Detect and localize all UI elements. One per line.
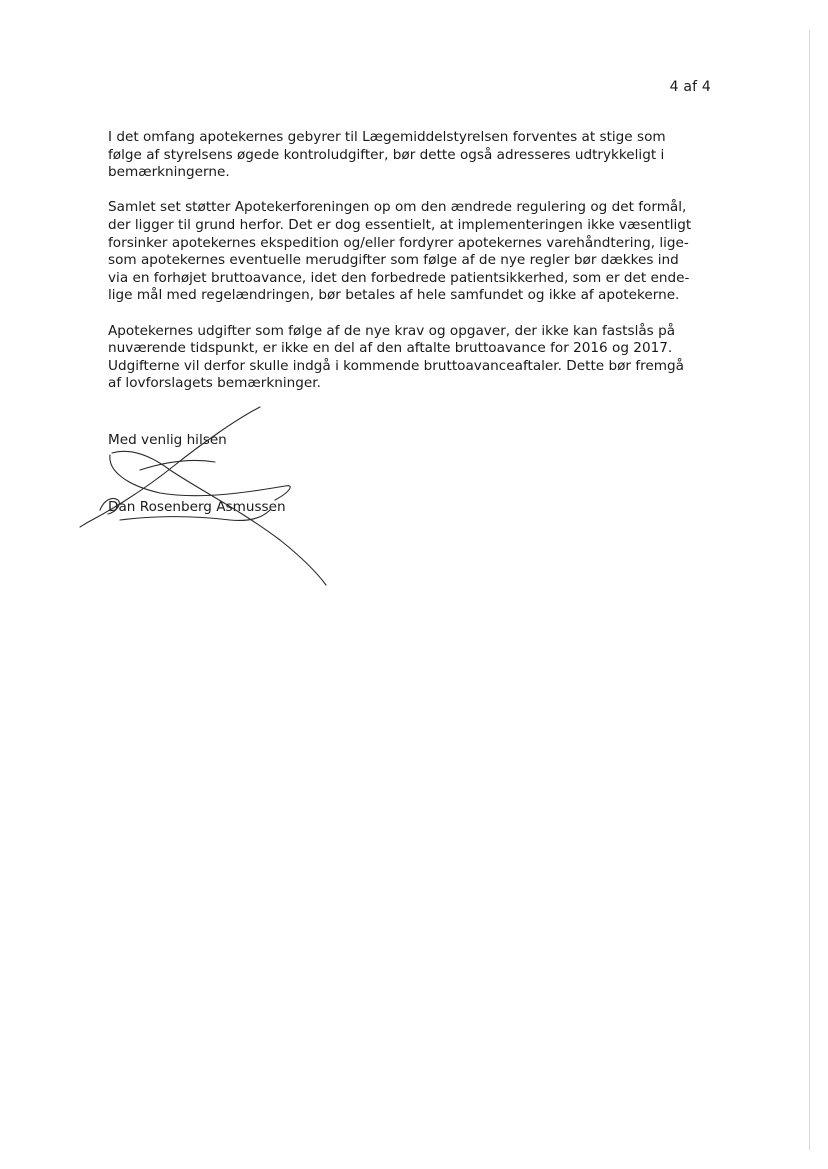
text-line: af lovforslagets bemærkninger. [108, 375, 321, 392]
paragraph-expenses [108, 323, 720, 393]
text-line: følge af styrelsens øgede kontroludgifter, bør dette også adresseres udtrykkeligt i [108, 146, 665, 163]
text-line: der ligger til grund herfor. Det er dog essentielt, at implementeringen ikke væsentligt [108, 216, 692, 233]
text-line: Apotekernes udgifter som følge af de nye krav og opgaver, der ikke kan fastslås på [108, 322, 676, 339]
paragraph-support [108, 199, 720, 305]
text-line: nuværende tidspunkt, er ikke en del af den aftalte bruttoavance for 2016 og 2017. [108, 340, 673, 357]
closing-greeting: Med venlig hilsen [108, 432, 227, 448]
text-line: I det omfang apotekernes gebyrer til Lægemiddelstyrelsen forventes at stige som [108, 129, 666, 145]
text-line: via en forhøjet bruttoavance, idet den forbedrede patientsikkerhed, som er det ende- [108, 269, 690, 286]
text-line: bemærkningerne. [108, 164, 230, 181]
text-line: Udgifterne vil derfor skulle indgå i kommende bruttoavanceaftaler. Dette bør fremgå [108, 357, 684, 374]
text-line: forsinker apotekernes ekspedition og/eller fordyrer apotekernes varehåndtering, lige- [108, 234, 689, 251]
signer-name: Dan Rosenberg Asmussen [108, 499, 286, 515]
paragraph-fees [108, 129, 720, 182]
text-line: Samlet set støtter Apotekerforeningen op om den ændrede regulering og det formål, [108, 199, 687, 216]
letter-body [108, 129, 720, 411]
text-line: lige mål med regelændringen, bør betales af hele samfundet og ikke af apotekerne. [108, 287, 680, 304]
text-line: som apotekernes eventuelle merudgifter som følge af de nye regler bør dækkes ind [108, 252, 679, 269]
page-number: 4 af 4 [669, 79, 711, 95]
page-edge-line [809, 30, 810, 1150]
